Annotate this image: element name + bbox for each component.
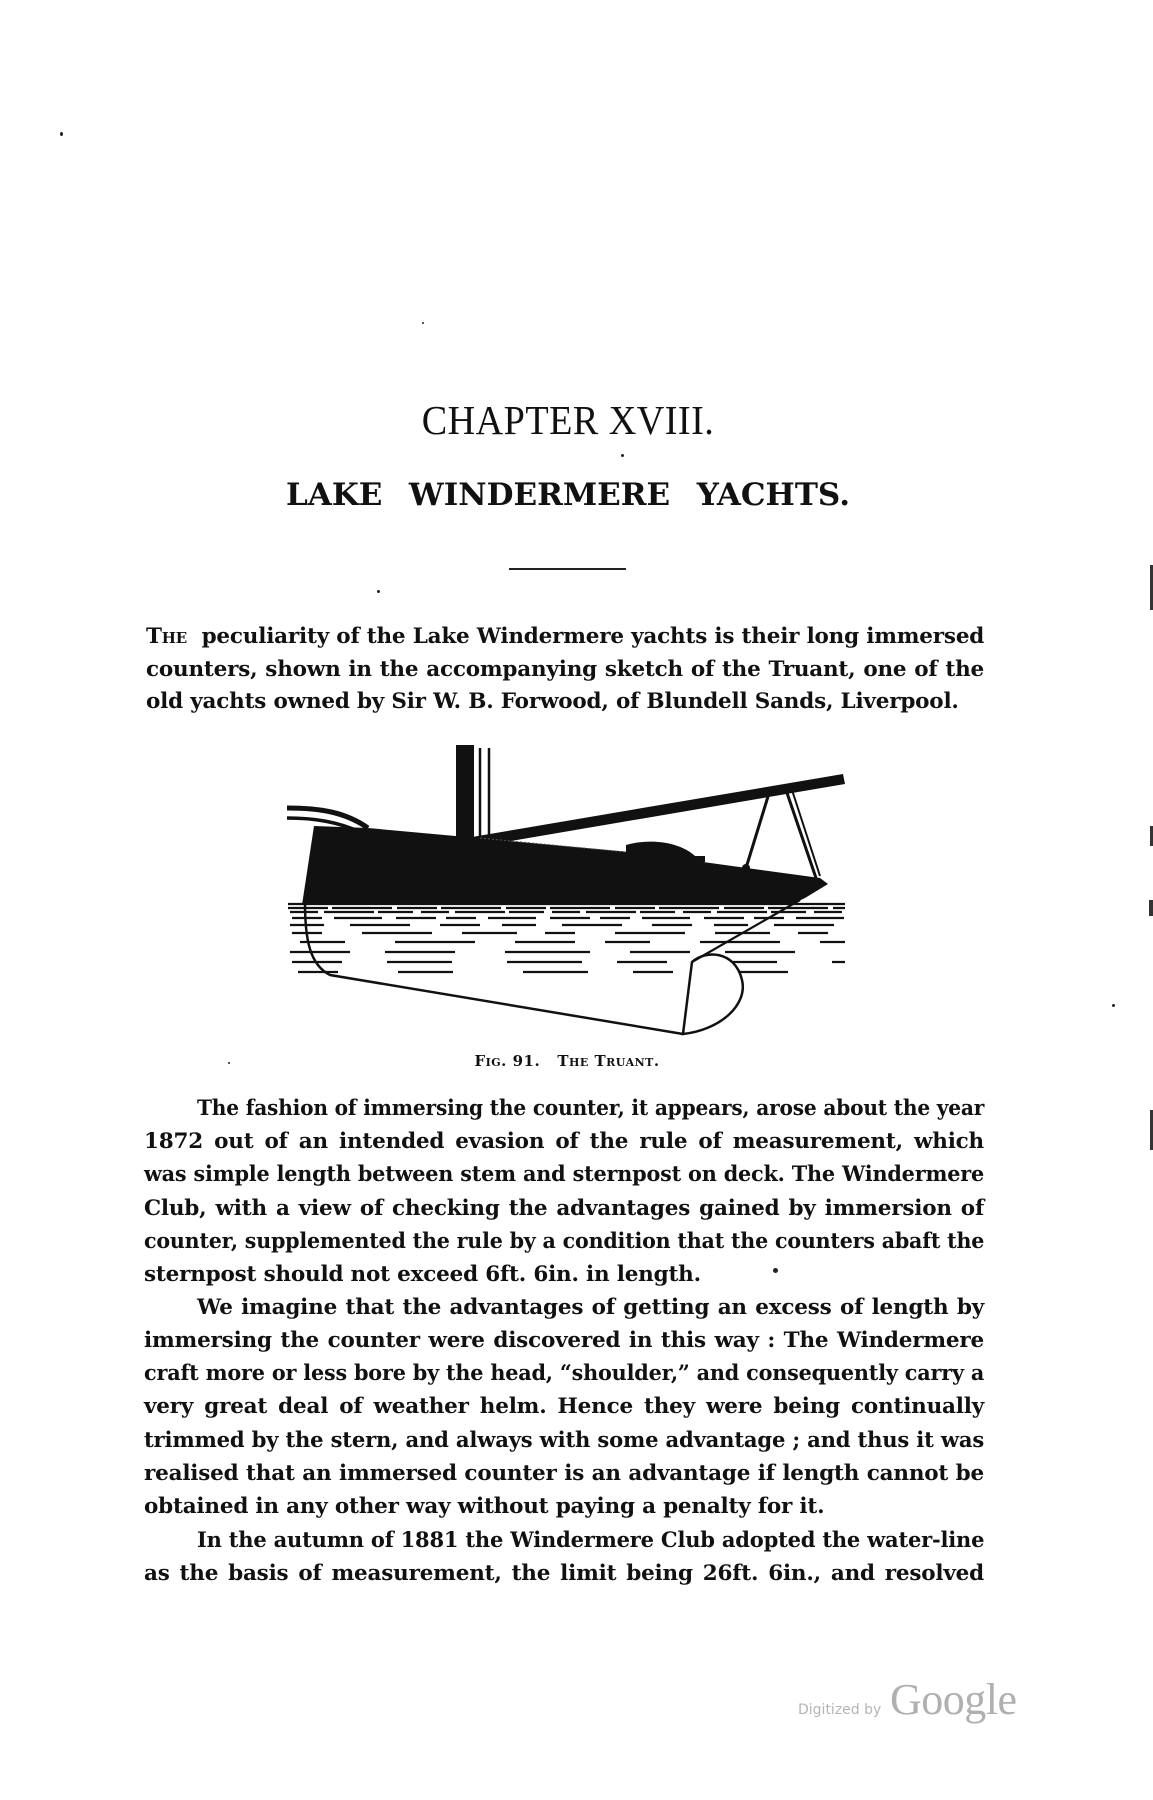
figure-label: Fig. 91.: [474, 1052, 541, 1070]
paragraph-line: We imagine that the advantages of getting an excess of length by: [197, 1295, 984, 1320]
paragraph-line: realised that an immersed counter is an advantage if length cannot be: [144, 1461, 984, 1486]
lead-word: The: [146, 624, 188, 649]
scan-speck: [621, 454, 624, 457]
google-logo: Google: [890, 1675, 1017, 1724]
scan-speck: [60, 132, 63, 136]
paragraph-line: Club, with a view of checking the advantages gained by immersion of: [144, 1196, 984, 1221]
figure-title: The Truant.: [557, 1052, 660, 1070]
scan-speck: [422, 322, 424, 324]
chapter-title: LAKE WINDERMERE YACHTS.: [286, 477, 850, 513]
paragraph-line: trimmed by the stern, and always with some advantage ; and thus it was: [144, 1428, 985, 1453]
paragraph-line: The fashion of immersing the counter, it appears, arose about the year: [197, 1096, 985, 1121]
figure-the-truant: [280, 740, 860, 1045]
paragraph-line: 1872 out of an intended evasion of the rule of measurement, which: [144, 1129, 984, 1154]
paragraph-line: The peculiarity of the Lake Windermere yachts is their long immersed: [146, 624, 985, 649]
paragraph-line: immersing the counter were discovered in this way : The Windermere: [144, 1328, 984, 1353]
digitized-by-google-watermark: [795, 1672, 1035, 1728]
paragraph-line: counter, supplemented the rule by a condition that the counters abaft the: [144, 1229, 985, 1254]
scan-speck: [377, 590, 380, 593]
scan-speck: [228, 1062, 230, 1064]
paragraph-line: obtained in any other way without paying a penalty for it.: [144, 1494, 825, 1519]
paragraph-line: as the basis of measurement, the limit being 26ft. 6in., and resolved: [144, 1561, 984, 1586]
paragraph-line: counters, shown in the accompanying sketch of the Truant, one of the: [146, 657, 984, 682]
watermark-prefix: Digitized by: [798, 1702, 882, 1718]
paragraph-line: was simple length between stem and sternpost on deck. The Windermere: [144, 1162, 984, 1187]
title-rule-divider: [509, 568, 626, 570]
chapter-number: CHAPTER XVIII.: [421, 397, 715, 443]
paragraph-line: craft more or less bore by the head, “shoulder,” and consequently carry a: [144, 1361, 985, 1386]
scan-edge-mark: [1149, 900, 1153, 916]
yacht-illustration: [280, 740, 860, 1045]
paragraph-line: In the autumn of 1881 the Windermere Club adopted the water-line: [197, 1528, 985, 1553]
scan-speck: [1112, 1004, 1115, 1007]
paragraph-line: old yachts owned by Sir W. B. Forwood, of Blundell Sands, Liverpool.: [146, 689, 959, 714]
figure-caption: [440, 1050, 694, 1072]
paragraph-line: very great deal of weather helm. Hence they were being continually: [144, 1394, 984, 1419]
paragraph-line: sternpost should not exceed 6ft. 6in. in length.: [144, 1262, 701, 1287]
